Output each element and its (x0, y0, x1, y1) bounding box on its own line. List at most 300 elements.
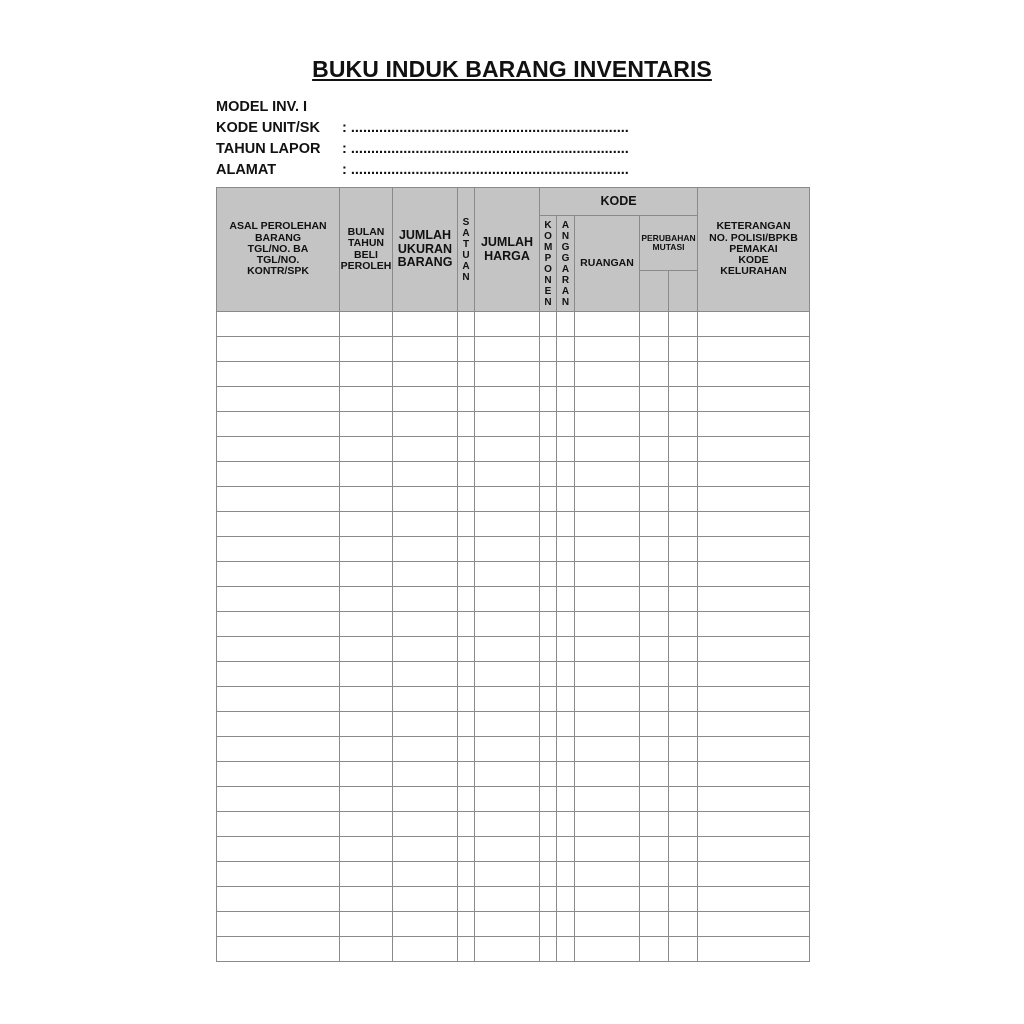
table-cell[interactable] (540, 887, 557, 912)
table-cell[interactable] (640, 787, 669, 812)
table-cell[interactable] (557, 387, 575, 412)
table-cell[interactable] (393, 487, 458, 512)
table-cell[interactable] (393, 912, 458, 937)
table-row (217, 537, 810, 562)
table-cell[interactable] (458, 687, 475, 712)
table-cell[interactable] (393, 437, 458, 462)
table-cell[interactable] (475, 612, 540, 637)
table-cell[interactable] (217, 687, 340, 712)
table-cell[interactable] (458, 637, 475, 662)
table-cell[interactable] (575, 512, 640, 537)
table-cell[interactable] (557, 937, 575, 962)
table-cell[interactable] (575, 387, 640, 412)
table-cell[interactable] (698, 612, 810, 637)
table-cell[interactable] (540, 812, 557, 837)
table-cell[interactable] (340, 362, 393, 387)
table-cell[interactable] (575, 562, 640, 587)
table-cell[interactable] (393, 562, 458, 587)
table-cell[interactable] (458, 812, 475, 837)
table-cell[interactable] (475, 387, 540, 412)
table-cell[interactable] (217, 612, 340, 637)
table-cell[interactable] (540, 537, 557, 562)
table-cell[interactable] (557, 587, 575, 612)
table-cell[interactable] (640, 312, 669, 337)
table-cell[interactable] (540, 562, 557, 587)
table-cell[interactable] (640, 837, 669, 862)
table-cell[interactable] (393, 937, 458, 962)
table-cell[interactable] (458, 387, 475, 412)
table-cell[interactable] (698, 587, 810, 612)
table-cell[interactable] (640, 362, 669, 387)
table-cell[interactable] (217, 362, 340, 387)
table-cell[interactable] (217, 537, 340, 562)
table-cell[interactable] (540, 762, 557, 787)
table-cell[interactable] (669, 712, 698, 737)
table-cell[interactable] (640, 387, 669, 412)
table-cell[interactable] (669, 812, 698, 837)
table-cell[interactable] (557, 812, 575, 837)
table-cell[interactable] (340, 887, 393, 912)
table-cell[interactable] (475, 362, 540, 387)
table-cell[interactable] (669, 362, 698, 387)
table-cell[interactable] (698, 462, 810, 487)
table-cell[interactable] (475, 862, 540, 887)
table-cell[interactable] (458, 462, 475, 487)
table-cell[interactable] (475, 937, 540, 962)
table-cell[interactable] (575, 337, 640, 362)
table-cell[interactable] (698, 487, 810, 512)
table-cell[interactable] (217, 562, 340, 587)
table-cell[interactable] (458, 862, 475, 887)
table-cell[interactable] (340, 712, 393, 737)
table-cell[interactable] (475, 637, 540, 662)
table-cell[interactable] (669, 937, 698, 962)
table-cell[interactable] (575, 612, 640, 637)
table-cell[interactable] (458, 887, 475, 912)
header-line: TGL/NO. (256, 254, 300, 267)
table-cell[interactable] (698, 512, 810, 537)
table-cell[interactable] (640, 412, 669, 437)
table-cell[interactable] (393, 387, 458, 412)
table-cell[interactable] (575, 587, 640, 612)
table-cell[interactable] (540, 687, 557, 712)
table-row (217, 712, 810, 737)
table-cell[interactable] (393, 587, 458, 612)
table-cell[interactable] (475, 887, 540, 912)
table-cell[interactable] (393, 537, 458, 562)
table-cell[interactable] (575, 462, 640, 487)
table-cell[interactable] (557, 437, 575, 462)
table-cell[interactable] (557, 637, 575, 662)
table-cell[interactable] (669, 312, 698, 337)
table-cell[interactable] (458, 837, 475, 862)
table-cell[interactable] (669, 887, 698, 912)
table-cell[interactable] (640, 437, 669, 462)
table-cell[interactable] (669, 412, 698, 437)
table-cell[interactable] (557, 712, 575, 737)
table-cell[interactable] (217, 637, 340, 662)
table-cell[interactable] (458, 312, 475, 337)
table-cell[interactable] (393, 512, 458, 537)
table-cell[interactable] (698, 787, 810, 812)
table-cell[interactable] (458, 587, 475, 612)
table-row (217, 612, 810, 637)
table-cell[interactable] (540, 862, 557, 887)
table-cell[interactable] (540, 737, 557, 762)
table-cell[interactable] (640, 512, 669, 537)
table-cell[interactable] (557, 412, 575, 437)
table-cell[interactable] (557, 487, 575, 512)
table-cell[interactable] (698, 387, 810, 412)
table-cell[interactable] (698, 862, 810, 887)
table-cell[interactable] (393, 662, 458, 687)
table-cell[interactable] (393, 337, 458, 362)
table-cell[interactable] (393, 812, 458, 837)
table-cell[interactable] (640, 537, 669, 562)
table-cell[interactable] (217, 912, 340, 937)
field-model-inv (216, 97, 629, 118)
table-cell[interactable] (557, 537, 575, 562)
table-cell[interactable] (575, 412, 640, 437)
table-cell[interactable] (217, 862, 340, 887)
table-cell[interactable] (340, 912, 393, 937)
table-cell[interactable] (393, 612, 458, 637)
table-cell[interactable] (698, 762, 810, 787)
table-cell[interactable] (393, 312, 458, 337)
table-cell[interactable] (340, 337, 393, 362)
table-cell[interactable] (669, 637, 698, 662)
table-cell[interactable] (475, 737, 540, 762)
table-cell[interactable] (393, 637, 458, 662)
table-cell[interactable] (698, 537, 810, 562)
table-cell[interactable] (393, 887, 458, 912)
table-cell[interactable] (458, 737, 475, 762)
table-cell[interactable] (393, 687, 458, 712)
table-cell[interactable] (557, 362, 575, 387)
table-cell[interactable] (698, 737, 810, 762)
table-cell[interactable] (340, 437, 393, 462)
table-cell[interactable] (698, 687, 810, 712)
table-cell[interactable] (475, 912, 540, 937)
table-cell[interactable] (540, 787, 557, 812)
table-cell[interactable] (458, 787, 475, 812)
table-cell[interactable] (640, 562, 669, 587)
table-cell[interactable] (458, 712, 475, 737)
table-cell[interactable] (540, 612, 557, 637)
table-cell[interactable] (458, 487, 475, 512)
table-cell[interactable] (575, 937, 640, 962)
table-cell[interactable] (475, 487, 540, 512)
table-cell[interactable] (475, 537, 540, 562)
table-cell[interactable] (575, 712, 640, 737)
table-cell[interactable] (698, 812, 810, 837)
table-cell[interactable] (393, 462, 458, 487)
table-cell[interactable] (669, 787, 698, 812)
table-cell[interactable] (669, 512, 698, 537)
table-cell[interactable] (557, 837, 575, 862)
table-cell[interactable] (540, 587, 557, 612)
table-cell[interactable] (217, 762, 340, 787)
table-cell[interactable] (340, 687, 393, 712)
table-cell[interactable] (557, 512, 575, 537)
table-cell[interactable] (557, 687, 575, 712)
table-cell[interactable] (575, 787, 640, 812)
table-cell[interactable] (557, 862, 575, 887)
table-cell[interactable] (458, 537, 475, 562)
table-cell[interactable] (575, 637, 640, 662)
table-cell[interactable] (540, 712, 557, 737)
table-cell[interactable] (340, 612, 393, 637)
table-cell[interactable] (669, 487, 698, 512)
table-cell[interactable] (217, 787, 340, 812)
table-cell[interactable] (340, 862, 393, 887)
table-cell[interactable] (698, 362, 810, 387)
table-cell[interactable] (458, 412, 475, 437)
table-cell[interactable] (669, 687, 698, 712)
table-cell[interactable] (575, 862, 640, 887)
table-cell[interactable] (540, 412, 557, 437)
table-cell[interactable] (475, 812, 540, 837)
table-cell[interactable] (540, 637, 557, 662)
table-cell[interactable] (640, 862, 669, 887)
table-cell[interactable] (217, 437, 340, 462)
header-line: UKURAN (397, 241, 453, 256)
table-cell[interactable] (217, 737, 340, 762)
table-cell[interactable] (217, 387, 340, 412)
table-cell[interactable] (698, 337, 810, 362)
table-cell[interactable] (557, 887, 575, 912)
table-cell[interactable] (340, 587, 393, 612)
table-cell[interactable] (640, 662, 669, 687)
table-cell[interactable] (557, 762, 575, 787)
table-cell[interactable] (340, 837, 393, 862)
table-cell[interactable] (540, 837, 557, 862)
table-cell[interactable] (340, 812, 393, 837)
table-cell[interactable] (669, 737, 698, 762)
table-cell[interactable] (669, 437, 698, 462)
table-cell[interactable] (340, 537, 393, 562)
table-cell[interactable] (640, 937, 669, 962)
table-cell[interactable] (698, 887, 810, 912)
table-cell[interactable] (540, 937, 557, 962)
table-cell[interactable] (575, 837, 640, 862)
table-cell[interactable] (698, 437, 810, 462)
table-cell[interactable] (669, 612, 698, 637)
table-cell[interactable] (669, 912, 698, 937)
table-cell[interactable] (217, 587, 340, 612)
table-cell[interactable] (669, 587, 698, 612)
table-cell[interactable] (575, 737, 640, 762)
table-cell[interactable] (540, 387, 557, 412)
table-cell[interactable] (575, 912, 640, 937)
table-cell[interactable] (669, 387, 698, 412)
table-cell[interactable] (340, 787, 393, 812)
table-cell[interactable] (217, 412, 340, 437)
field-label: TAHUN LAPOR (216, 141, 321, 157)
table-cell[interactable] (540, 312, 557, 337)
table-cell[interactable] (698, 712, 810, 737)
table-cell[interactable] (340, 637, 393, 662)
table-cell[interactable] (458, 562, 475, 587)
table-row (217, 587, 810, 612)
table-cell[interactable] (393, 762, 458, 787)
table-cell[interactable] (458, 612, 475, 637)
table-cell[interactable] (698, 662, 810, 687)
table-cell[interactable] (640, 612, 669, 637)
table-cell[interactable] (540, 337, 557, 362)
table-cell[interactable] (557, 912, 575, 937)
table-cell[interactable] (217, 837, 340, 862)
table-cell[interactable] (669, 562, 698, 587)
table-cell[interactable] (669, 662, 698, 687)
table-cell[interactable] (557, 662, 575, 687)
header-fields (216, 97, 629, 181)
table-cell[interactable] (458, 937, 475, 962)
table-cell[interactable] (698, 412, 810, 437)
table-cell[interactable] (458, 362, 475, 387)
table-cell[interactable] (640, 637, 669, 662)
table-cell[interactable] (669, 537, 698, 562)
table-cell[interactable] (475, 837, 540, 862)
table-cell[interactable] (540, 512, 557, 537)
table-cell[interactable] (475, 412, 540, 437)
table-cell[interactable] (575, 487, 640, 512)
table-cell[interactable] (540, 662, 557, 687)
table-cell[interactable] (640, 462, 669, 487)
table-cell[interactable] (575, 887, 640, 912)
table-cell[interactable] (575, 762, 640, 787)
table-cell[interactable] (698, 937, 810, 962)
table-cell[interactable] (557, 787, 575, 812)
table-cell[interactable] (540, 362, 557, 387)
table-cell[interactable] (640, 337, 669, 362)
table-cell[interactable] (640, 587, 669, 612)
table-cell[interactable] (217, 662, 340, 687)
table-cell[interactable] (475, 662, 540, 687)
table-cell[interactable] (475, 337, 540, 362)
table-cell[interactable] (475, 687, 540, 712)
table-cell[interactable] (640, 687, 669, 712)
table-cell[interactable] (698, 637, 810, 662)
table-cell[interactable] (475, 562, 540, 587)
table-cell[interactable] (217, 937, 340, 962)
table-cell[interactable] (669, 762, 698, 787)
table-cell[interactable] (557, 312, 575, 337)
table-row (217, 737, 810, 762)
table-cell[interactable] (640, 737, 669, 762)
table-cell[interactable] (340, 487, 393, 512)
table-cell[interactable] (557, 612, 575, 637)
table-cell[interactable] (540, 462, 557, 487)
table-cell[interactable] (217, 462, 340, 487)
table-cell[interactable] (575, 812, 640, 837)
table-cell[interactable] (458, 762, 475, 787)
table-cell[interactable] (340, 737, 393, 762)
table-cell[interactable] (475, 437, 540, 462)
table-cell[interactable] (340, 662, 393, 687)
table-cell[interactable] (217, 512, 340, 537)
table-cell[interactable] (340, 762, 393, 787)
table-cell[interactable] (698, 837, 810, 862)
table-cell[interactable] (575, 312, 640, 337)
table-cell[interactable] (669, 837, 698, 862)
table-cell[interactable] (217, 312, 340, 337)
table-cell[interactable] (475, 762, 540, 787)
table-cell[interactable] (557, 737, 575, 762)
table-cell[interactable] (540, 487, 557, 512)
table-cell[interactable] (669, 337, 698, 362)
table-cell[interactable] (557, 462, 575, 487)
header-line: NO. POLISI/BPKB (709, 231, 798, 244)
table-cell[interactable] (340, 512, 393, 537)
table-cell[interactable] (393, 862, 458, 887)
table-cell[interactable] (458, 337, 475, 362)
table-cell[interactable] (669, 462, 698, 487)
table-cell[interactable] (393, 787, 458, 812)
table-cell[interactable] (575, 362, 640, 387)
table-cell[interactable] (575, 662, 640, 687)
table-cell[interactable] (393, 837, 458, 862)
table-cell[interactable] (640, 812, 669, 837)
table-body (217, 312, 810, 962)
table-cell[interactable] (217, 337, 340, 362)
table-cell[interactable] (340, 462, 393, 487)
table-cell[interactable] (393, 362, 458, 387)
table-cell[interactable] (575, 537, 640, 562)
table-cell[interactable] (575, 687, 640, 712)
table-cell[interactable] (458, 512, 475, 537)
table-cell[interactable] (340, 937, 393, 962)
table-cell[interactable] (393, 737, 458, 762)
table-cell[interactable] (217, 812, 340, 837)
table-cell[interactable] (640, 712, 669, 737)
table-cell[interactable] (640, 912, 669, 937)
table-cell[interactable] (217, 487, 340, 512)
table-cell[interactable] (475, 462, 540, 487)
table-cell[interactable] (475, 512, 540, 537)
table-cell[interactable] (540, 912, 557, 937)
table-cell[interactable] (640, 762, 669, 787)
table-cell[interactable] (540, 437, 557, 462)
table-cell[interactable] (475, 712, 540, 737)
header-anggaran (557, 216, 575, 312)
table-cell[interactable] (340, 562, 393, 587)
table-cell[interactable] (340, 387, 393, 412)
table-cell[interactable] (217, 887, 340, 912)
table-cell[interactable] (393, 712, 458, 737)
table-cell[interactable] (340, 312, 393, 337)
table-cell[interactable] (557, 562, 575, 587)
table-cell[interactable] (698, 912, 810, 937)
table-cell[interactable] (393, 412, 458, 437)
table-cell[interactable] (458, 912, 475, 937)
table-cell[interactable] (458, 437, 475, 462)
table-cell[interactable] (217, 712, 340, 737)
table-cell[interactable] (698, 562, 810, 587)
table-cell[interactable] (669, 862, 698, 887)
table-cell[interactable] (458, 662, 475, 687)
table-cell[interactable] (475, 587, 540, 612)
table-cell[interactable] (698, 312, 810, 337)
table-cell[interactable] (640, 887, 669, 912)
table-cell[interactable] (475, 312, 540, 337)
header-line: KELURAHAN (720, 265, 787, 278)
table-cell[interactable] (475, 787, 540, 812)
table-cell[interactable] (575, 437, 640, 462)
table-cell[interactable] (340, 412, 393, 437)
table-cell[interactable] (557, 337, 575, 362)
table-cell[interactable] (640, 487, 669, 512)
